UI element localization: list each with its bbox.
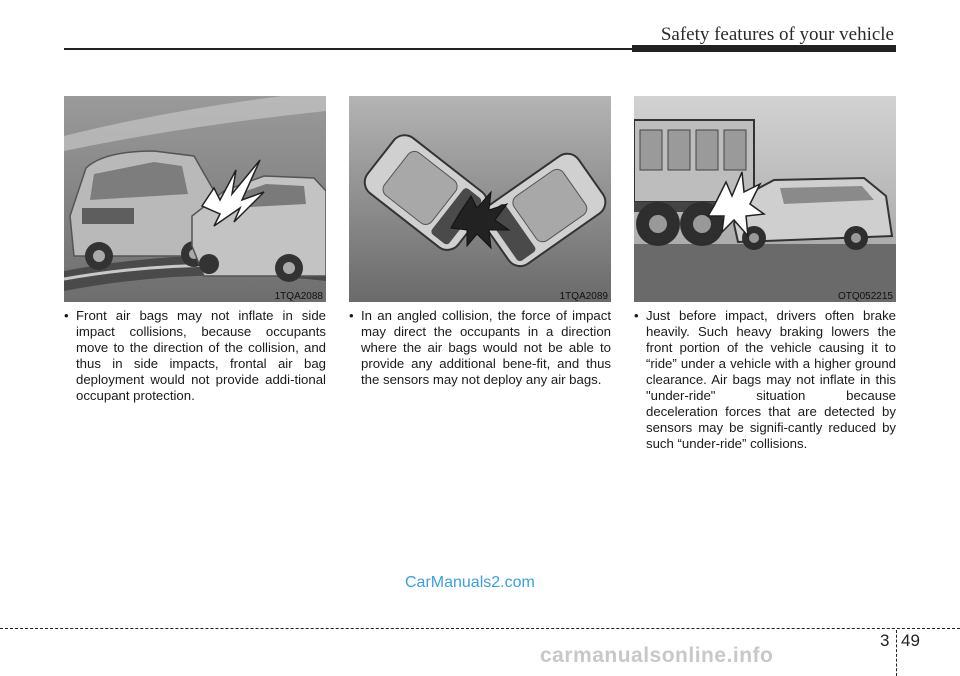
page-header-title: Safety features of your vehicle (660, 24, 894, 45)
header-bar (632, 45, 896, 52)
header-rule (64, 48, 632, 50)
figure-side-impact (64, 96, 326, 302)
bullet-side-impact (64, 308, 326, 404)
figure-under-ride (634, 96, 896, 302)
page-number: 49 (901, 631, 920, 650)
watermark-bottom: carmanualsonline.info (540, 644, 774, 667)
bullet-text: In an angled collision, the force of impact may direct the occupants in a direction where the air bags would not be able to provide any additional bene-fit, and thus the sensors may not deploy any air bags. (361, 308, 611, 387)
side-impact-illustration (64, 96, 326, 302)
bullet-mark: • (64, 308, 69, 323)
bullet-under-ride (634, 308, 896, 452)
page-section-number: 3 (880, 631, 890, 650)
bullet-mark: • (634, 308, 639, 323)
watermark-carmanuals-link[interactable]: CarManuals2.com (405, 574, 535, 591)
bullet-text: Just before impact, drivers often brake heavily. Such heavy braking lowers the front portion of the vehicle causing it to “ride” under a vehicle with a higher ground clearance. Air bags may not inflate in this "under-ride" situation because deceleration forces that are detected by sensors may be signifi-cantly reduced by such “under-ride” collisions. (646, 308, 896, 451)
bullet-angled-collision (349, 308, 611, 388)
page-number-separator (896, 630, 897, 676)
figure-code: 1TQA2089 (559, 291, 608, 302)
figure-angled-collision (349, 96, 611, 302)
figure-code: OTQ052215 (837, 291, 893, 302)
footer-dashed-rule (0, 628, 960, 629)
bullet-mark: • (349, 308, 354, 323)
bullet-text: Front air bags may not inflate in side impact collisions, because occupants move to the direction of the collision, and thus in side impacts, frontal air bag deployment would not provide addi-tional occupant protection. (76, 308, 326, 403)
under-ride-illustration (634, 96, 896, 302)
angled-collision-illustration (349, 96, 611, 302)
figure-code: 1TQA2088 (274, 291, 323, 302)
